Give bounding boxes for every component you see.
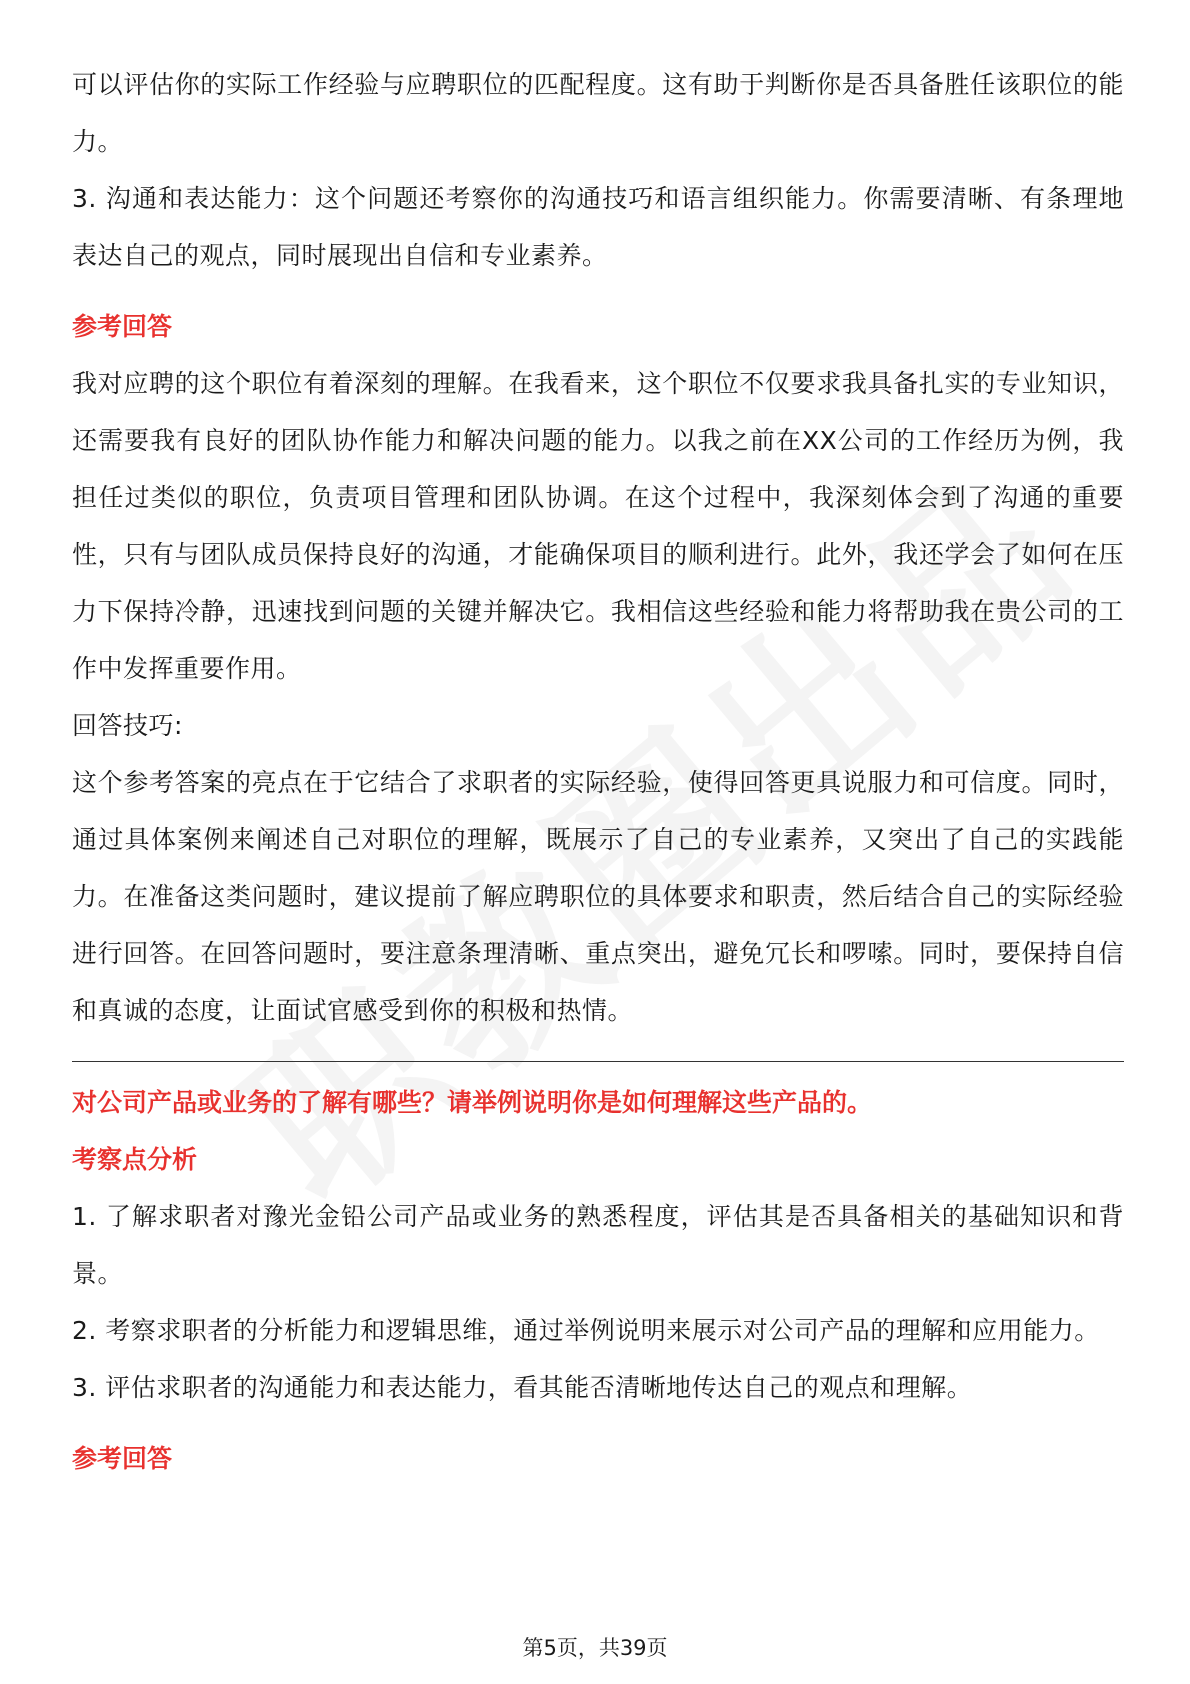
point-3-communication: 3. 沟通和表达能力：这个问题还考察你的沟通技巧和语言组织能力。你需要清晰、有条理地表达自己的观点，同时展现出自信和专业素养。 bbox=[72, 184, 1124, 270]
document-body bbox=[72, 56, 1124, 1487]
analysis-point-2: 2. 考察求职者的分析能力和逻辑思维，通过举例说明来展示对公司产品的理解和应用能力。 bbox=[72, 1316, 1100, 1345]
continuation-paragraph: 可以评估你的实际工作经验与应聘职位的匹配程度。这有助于判断你是否具备胜任该职位的能力。 bbox=[72, 70, 1124, 156]
answer-tips-body: 这个参考答案的亮点在于它结合了求职者的实际经验，使得回答更具说服力和可信度。同时，通过具体案例来阐述自己对职位的理解，既展示了自己的专业素养，又突出了自己的实践能力。在准备这类问题时，建议提前了解应聘职位的具体要求和职责，然后结合自己的实际经验进行回答。在回答问题时，要注意条理清晰、重点突出，避免冗长和啰嗦。同时，要保持自信和真诚的态度，让面试官感受到你的积极和热情。 bbox=[72, 768, 1124, 1025]
reference-answer-heading-2: 参考回答 bbox=[72, 1444, 173, 1473]
reference-answer-body: 我对应聘的这个职位有着深刻的理解。在我看来，这个职位不仅要求我具备扎实的专业知识，还需要我有良好的团队协作能力和解决问题的能力。以我之前在XX公司的工作经历为例，我担任过类似的职位，负责项目管理和团队协调。在这个过程中，我深刻体会到了沟通的重要性，只有与团队成员保持良好的沟通，才能确保项目的顺利进行。此外，我还学会了如何在压力下保持冷静，迅速找到问题的关键并解决它。我相信这些经验和能力将帮助我在贵公司的工作中发挥重要作用。 bbox=[72, 369, 1124, 683]
page-number: 第5页，共39页 bbox=[522, 1636, 668, 1660]
section-divider bbox=[72, 1061, 1124, 1062]
reference-answer-heading: 参考回答 bbox=[72, 312, 173, 341]
analysis-point-1: 1. 了解求职者对豫光金铅公司产品或业务的熟悉程度，评估其是否具备相关的基础知识和背景。 bbox=[72, 1202, 1124, 1288]
analysis-heading: 考察点分析 bbox=[72, 1145, 198, 1174]
analysis-point-3: 3. 评估求职者的沟通能力和表达能力，看其能否清晰地传达自己的观点和理解。 bbox=[72, 1373, 973, 1402]
question-title: 对公司产品或业务的了解有哪些？请举例说明你是如何理解这些产品的。 bbox=[72, 1088, 873, 1117]
answer-tips-label: 回答技巧: bbox=[72, 711, 183, 740]
